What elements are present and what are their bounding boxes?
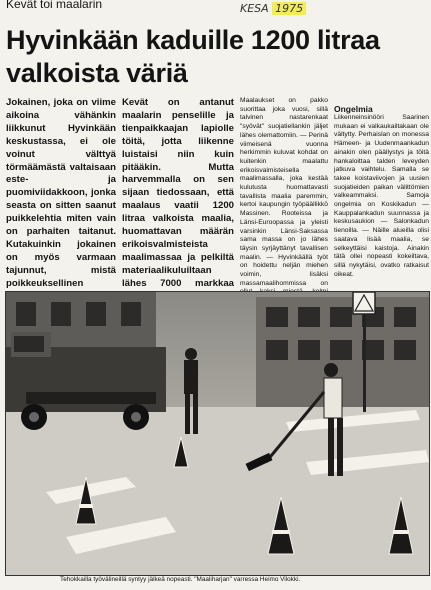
column-2 — [122, 97, 234, 316]
street-painting-photo — [5, 291, 430, 576]
column-4 — [334, 104, 429, 279]
sign-pole — [363, 304, 366, 412]
handwritten-date-note — [240, 2, 306, 15]
subheading-ongelmia: Ongelmia — [334, 104, 373, 114]
handnote-prefix: KESA — [240, 2, 269, 15]
handnote-year: 1975 — [272, 2, 306, 15]
kicker: Kevät toi maalarin — [6, 0, 103, 11]
column-1 — [6, 97, 116, 304]
body-paragraph-4: Liikenneinsinööri Saarinen mukaan ei valkaukailtakaan ole vältytty. Perhaislan on monessa Hämeen- ja Uudenmaankadun ainakin olen päällystys ja töitä hankaloittaa talden leveyden jatkuva vaihtelu. Samalla se takee koistaviivojen ja uusien suojatieiden paikan välittömien valkeammaksi. Samoja ongelmia on Koskikadun — Kauppalankadun suunnassa ja keskusaukion — Salonkadun tienoilla. — Näille alueilla olisi saatava lisää maalia, se selkeyttäisi kaistoja. Ainakin tätä ollei nopeasti kokeiltava, sillä nykytäisi, ovatko ratkaisut oikeat. — [334, 114, 429, 278]
headline: Hyvinkään kaduille 1200 litraa valkoista väriä — [6, 25, 380, 88]
lead-paragraph-2: Kevät on antanut maalarin penselille ja tienpaikkaajan lapiolle töitä, jotta liikenne luistaisi niin kuin pitääkin. Mutta harvemmalla on sen sijaan tiedossaan, että maalaus vaatii 1200 litraa valkoista maalia, huomattavan määrän erikoisvalmisteista maalimassaa ja pelkiltä materiaalikuluiltaan lähes 7000 markkaa — [122, 97, 234, 289]
photo-caption: Tehokkailla työvälineillä syntyy jälkeä nopeasti. "Maaliharjan" varressa Heimo Vilokki. — [60, 576, 301, 583]
column-3 — [240, 97, 328, 315]
body-paragraph-3: Maalaukset on pakko suorittaa joka vuosi, sillä talvinen nastarenkaat "syövät" suojatiellankin jäljet lähes olemattomiin. — Perinä viimeisenä vuonna herkimmin kuluvat kohdat on kuitenkin maalattu erikoisvalmisteisella maalimassalla, joka kestää kulutusta huomattavasti tavallista maalia paremmin, kertoi kaupungin työpäällikkö Massinen. Rooteissa ja Länsi-Euroopassa ja yleisti varsinkin Länsi-Saksassa sama massa on jo lähes täysin syrjäyttänyt tavallisen maalin. — Hyvinkäällä työt on hoidettu neljän miehen voimin, lisäksi massamaalihommissa on — [240, 97, 328, 287]
lead-paragraph-1: Jokainen, joka on viime aikoina vähänkin liikkunut Hyvinkään keskustassa, ei ole voinut välttyä törmäämästä valtaisaan este- ja puomiviidakkoon, jonka seasta on sitten saanut puikkelehtia miten vain on parhaiten taitanut. Kutakuinkin jokainen on myös varmaan tajunnut, mistä poikkeuksellinen — [6, 97, 116, 289]
